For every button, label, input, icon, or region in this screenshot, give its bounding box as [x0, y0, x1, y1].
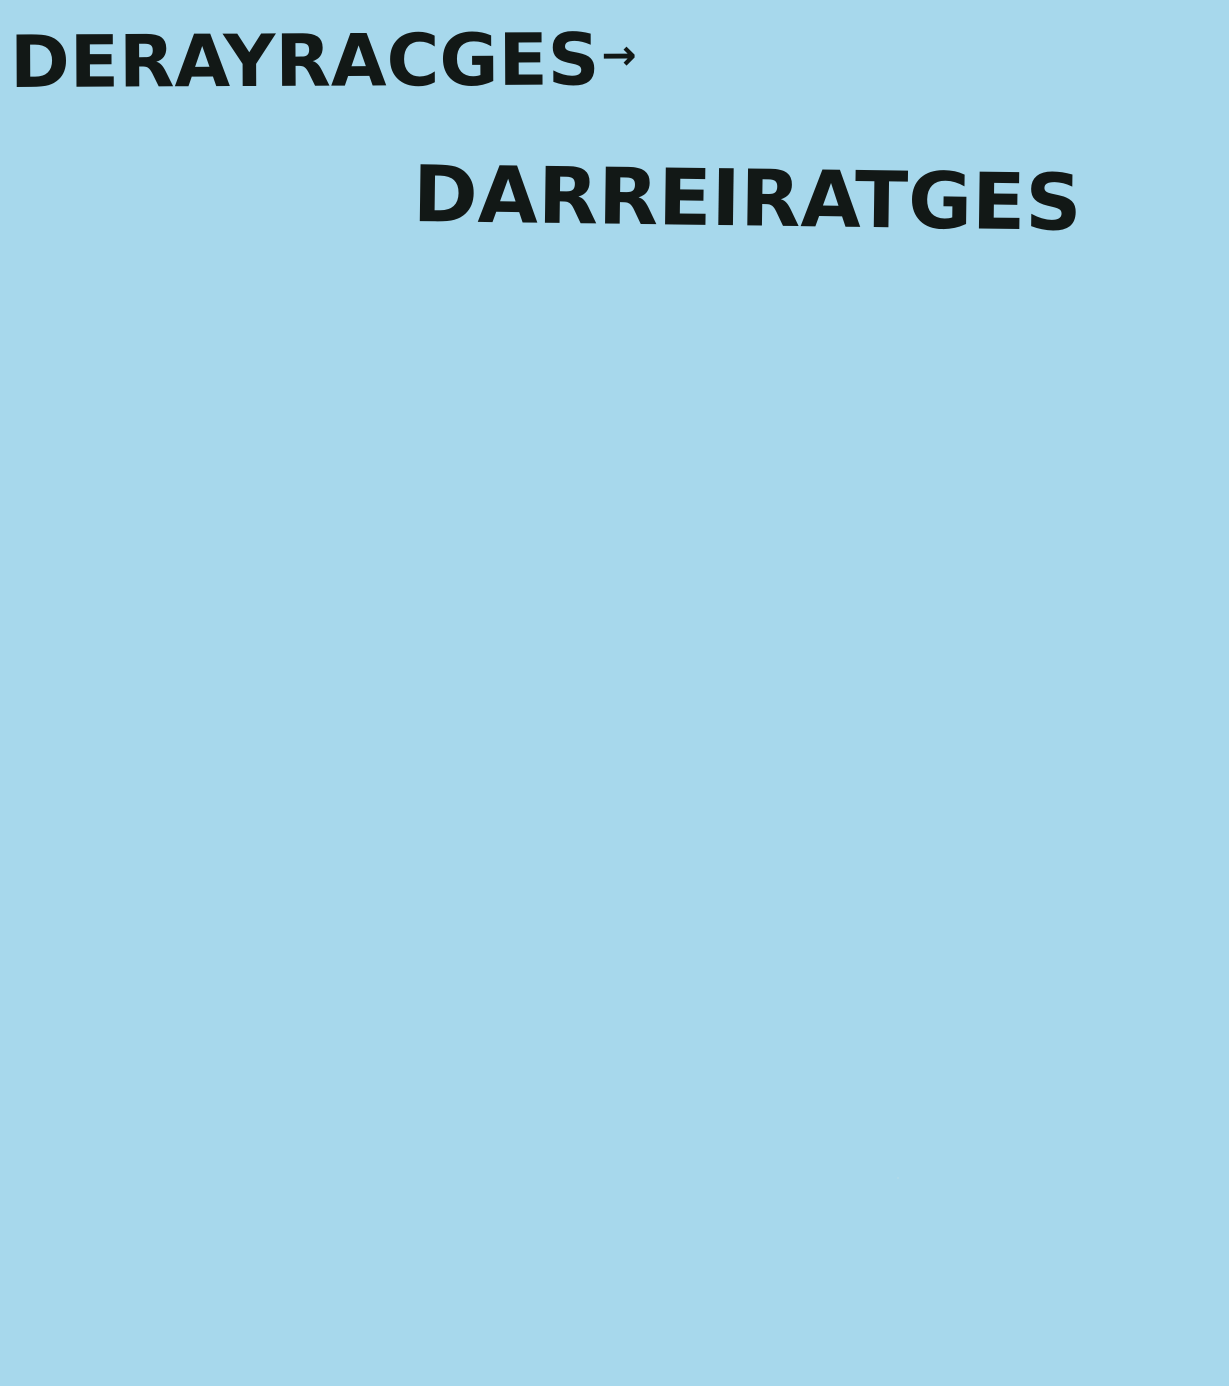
source-word: DERAYRACGES: [9, 17, 600, 104]
right-arrow-icon: →: [601, 30, 637, 80]
target-word: DARREIRATGES: [412, 150, 1083, 249]
paper-speck: [897, 1177, 899, 1179]
source-word-line: [10, 5, 637, 112]
